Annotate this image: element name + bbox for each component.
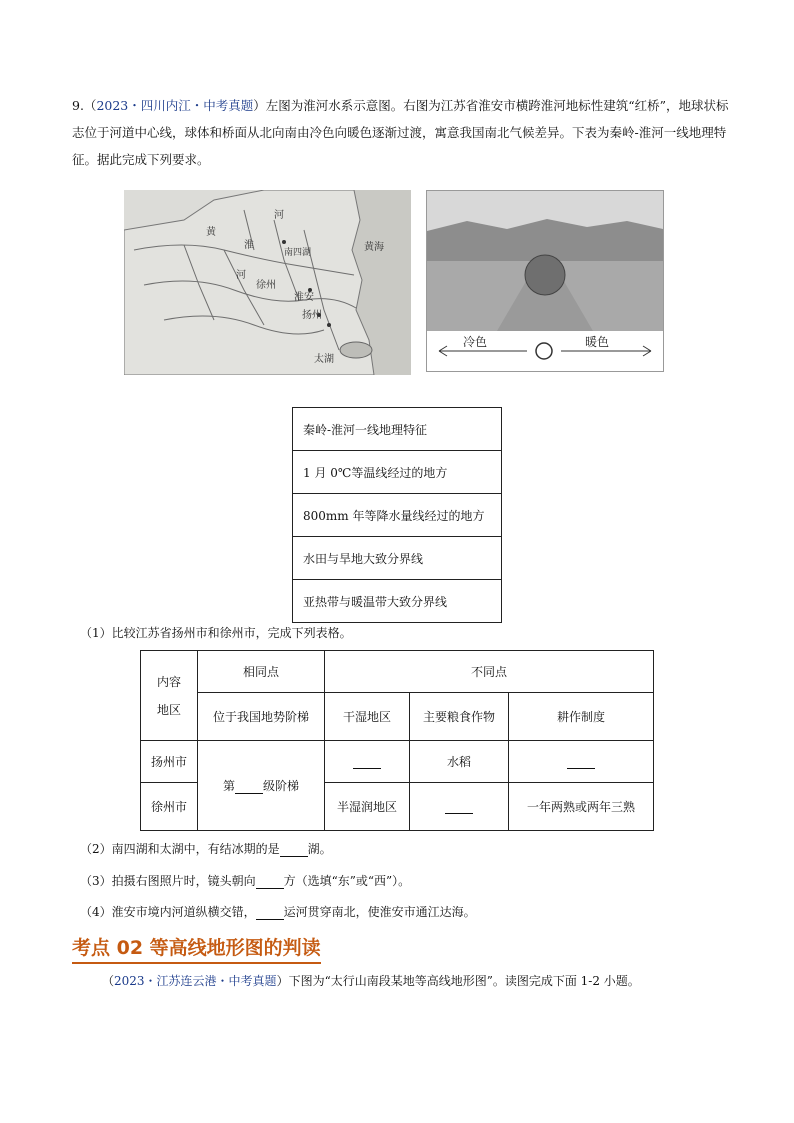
sub-question-4 <box>80 903 476 920</box>
ladder-prefix: 第 <box>222 779 235 793</box>
map-label: 徐州 <box>256 280 276 291</box>
answer-blank[interactable] <box>567 756 595 769</box>
q3-suffix: 方（选填“东”或“西”）。 <box>283 874 411 888</box>
photo-drawing <box>427 191 663 371</box>
q4-suffix: 运河贯穿南北，使淮安市通江达海。 <box>283 905 476 919</box>
sub-question-1: （1）比较江苏省扬州市和徐州市，完成下列表格。 <box>80 626 352 640</box>
header-content-region <box>141 651 198 741</box>
comparison-table <box>140 650 654 831</box>
map-label: 扬州 <box>302 310 322 321</box>
table-cell: 800mm 年等降水量线经过的地方 <box>293 494 502 537</box>
map-label: 河 <box>236 270 246 281</box>
answer-blank[interactable] <box>353 756 381 769</box>
ladder-answer-cell <box>198 741 325 831</box>
xuzhou-farming: 一年两熟或两年三熟 <box>509 783 654 831</box>
intro-source: 2023・江苏连云港・中考真题 <box>114 974 277 988</box>
table-cell: 亚热带与暖温带大致分界线 <box>293 580 502 623</box>
map-label: 河 <box>274 210 284 221</box>
yangzhou-humidity-cell <box>325 741 410 783</box>
map-label: 南四湖 <box>284 248 312 258</box>
header-farming: 耕作制度 <box>509 693 654 741</box>
intro-open: （ <box>102 974 115 988</box>
map-label: 黄海 <box>364 242 384 253</box>
q2-suffix: 湖。 <box>307 842 332 856</box>
question-9-text <box>72 92 732 173</box>
answer-blank[interactable] <box>256 876 284 889</box>
table-cell: 秦岭-淮河一线地理特征 <box>293 408 502 451</box>
answer-blank[interactable] <box>445 801 473 814</box>
section-intro <box>72 972 732 989</box>
header-humidity: 干湿地区 <box>325 693 410 741</box>
yangzhou-crop: 水稻 <box>410 741 509 783</box>
question-number: 9.（ <box>72 98 97 113</box>
q3-prefix: （3）拍摄右图照片时，镜头朝向 <box>80 874 256 888</box>
huai-river-map <box>124 190 411 375</box>
header-different: 不同点 <box>325 651 654 693</box>
question-source: 2023・四川内江・中考真题 <box>96 98 254 113</box>
header-region: 地区 <box>156 702 181 717</box>
xuzhou-crop-cell <box>410 783 509 831</box>
section-heading: 考点 02 等高线地形图的判读 <box>72 933 321 964</box>
q2-prefix: （2）南四湖和太湖中，有结冰期的是 <box>80 842 280 856</box>
question-body: ）左图为淮河水系示意图。右图为江苏省淮安市横跨淮河地标性建筑“红桥”，地球状标志位于河道中心线，球体和桥面从北向南由冷色向暖色逐渐过渡，寓意我国南北气候差异。下表为秦岭-淮河一线地理特征。据此完成下列要求。 <box>72 98 729 167</box>
map-label: 黄 <box>206 227 216 238</box>
sub-question-2 <box>80 840 332 857</box>
xuzhou-humidity: 半湿润地区 <box>325 783 410 831</box>
table-cell: 水田与旱地大致分界线 <box>293 537 502 580</box>
row-xuzhou: 徐州市 <box>141 783 198 831</box>
ladder-suffix: 级阶梯 <box>263 779 300 793</box>
map-label: 太湖 <box>314 354 334 365</box>
answer-blank[interactable] <box>280 844 308 857</box>
table-cell: 1 月 0℃等温线经过的地方 <box>293 451 502 494</box>
answer-blank[interactable] <box>235 781 263 794</box>
answer-blank[interactable] <box>256 907 284 920</box>
map-label: 淮 <box>244 240 254 251</box>
row-yangzhou: 扬州市 <box>141 741 198 783</box>
map-label: 淮安 <box>294 292 314 303</box>
header-crop: 主要粮食作物 <box>410 693 509 741</box>
map-drawing <box>124 190 411 375</box>
sub-question-3 <box>80 872 410 889</box>
header-content: 内容 <box>156 674 181 689</box>
header-same: 相同点 <box>198 651 325 693</box>
header-terrain: 位于我国地势阶梯 <box>198 693 325 741</box>
red-bridge-photo <box>426 190 664 372</box>
figures <box>124 190 664 375</box>
warm-color-label: 暖色 <box>585 335 610 349</box>
q4-prefix: （4）淮安市境内河道纵横交错， <box>80 905 256 919</box>
cold-color-label: 冷色 <box>463 335 488 349</box>
yangzhou-farming-cell <box>509 741 654 783</box>
qinling-huaihe-features-table <box>292 407 502 623</box>
intro-text: ）下图为“太行山南段某地等高线地形图”。读图完成下面 1-2 小题。 <box>276 974 640 988</box>
